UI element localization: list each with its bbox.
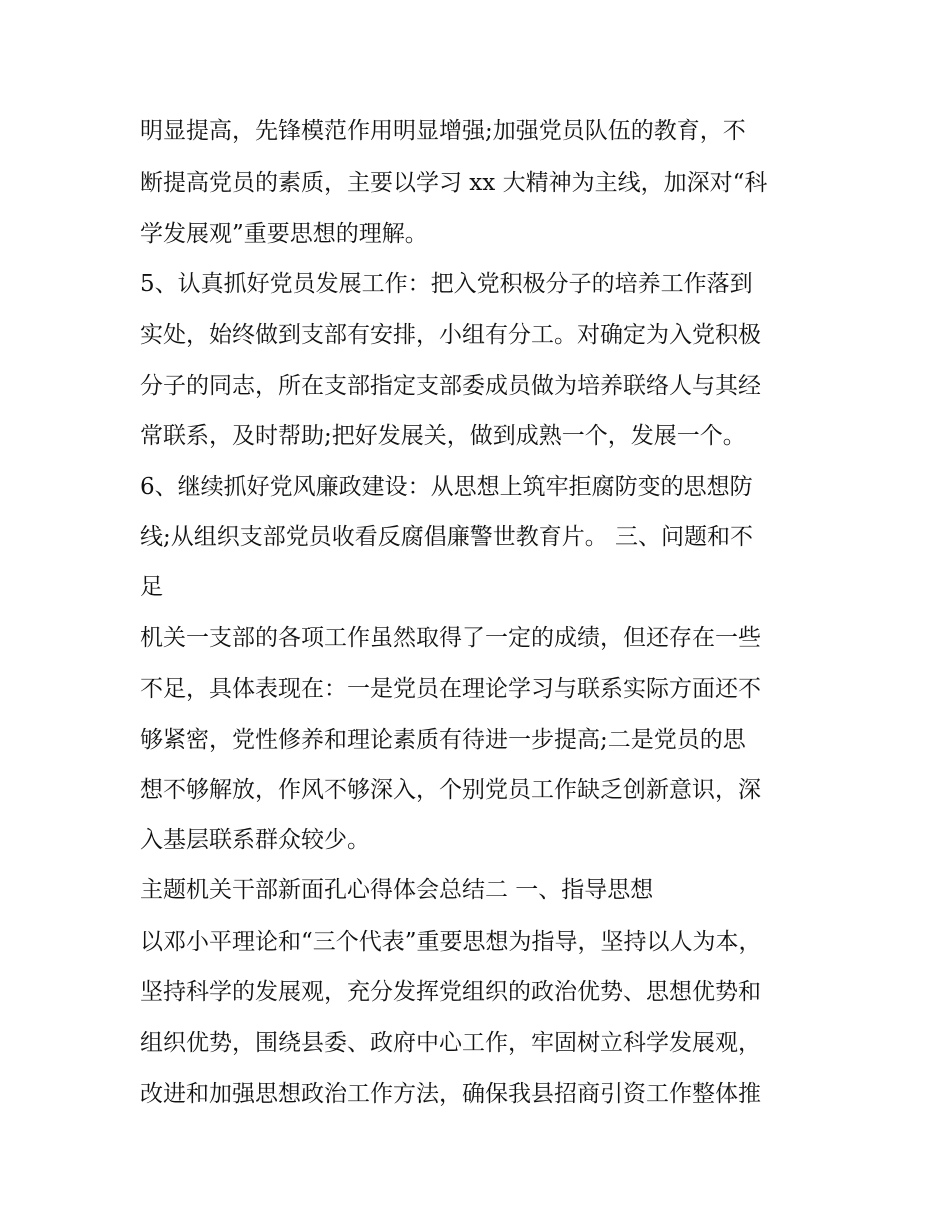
text-line: 学发展观”重要思想的理解。	[140, 221, 428, 247]
text-line: 分子的同志，所在支部指定支部委成员做为培养联络人与其经	[140, 373, 761, 399]
text-line: 以邓小平理论和“三个代表”重要思想为指导，坚持以人为本，	[140, 929, 762, 955]
text-line: 断提高党员的素质，主要以学习 xx 大精神为主线，加深对“科	[140, 170, 768, 196]
text-line: 想不够解放，作风不够深入，个别党员工作缺乏创新意识，深	[140, 777, 761, 803]
text-line: 明显提高，先锋模范作用明显增强;加强党员队伍的教育，不	[140, 118, 746, 144]
text-line: 常联系，及时帮助;把好发展关，做到成熟一个，发展一个。	[140, 423, 746, 449]
text-line: 线;从组织支部党员收看反腐倡廉警世教育片。 三、问题和不	[140, 524, 754, 550]
text-line: 足	[140, 574, 163, 600]
text-line: 主题机关干部新面孔心得体会总结二 一、指导思想	[140, 877, 654, 903]
text-line: 6、继续抓好党风廉政建设：从思想上筑牢拒腐防变的思想防	[140, 474, 753, 500]
text-line: 够紧密，党性修养和理论素质有待进一步提高;二是党员的思	[140, 727, 746, 753]
text-line: 5、认真抓好党员发展工作：把入党积极分子的培养工作落到	[140, 271, 753, 297]
text-line: 不足，具体表现在：一是党员在理论学习与联系实际方面还不	[140, 676, 761, 702]
text-line: 入基层联系群众较少。	[140, 827, 370, 853]
text-line: 实处，始终做到支部有安排，小组有分工。对确定为入党积极	[140, 322, 761, 348]
text-line: 机关一支部的各项工作虽然取得了一定的成绩，但还存在一些	[140, 625, 761, 651]
text-line: 组织优势，围绕县委、政府中心工作，牢固树立科学发展观，	[140, 1030, 761, 1056]
text-line: 改进和加强思想政治工作方法，确保我县招商引资工作整体推	[140, 1081, 761, 1107]
text-line: 坚持科学的发展观，充分发挥党组织的政治优势、思想优势和	[140, 979, 761, 1005]
